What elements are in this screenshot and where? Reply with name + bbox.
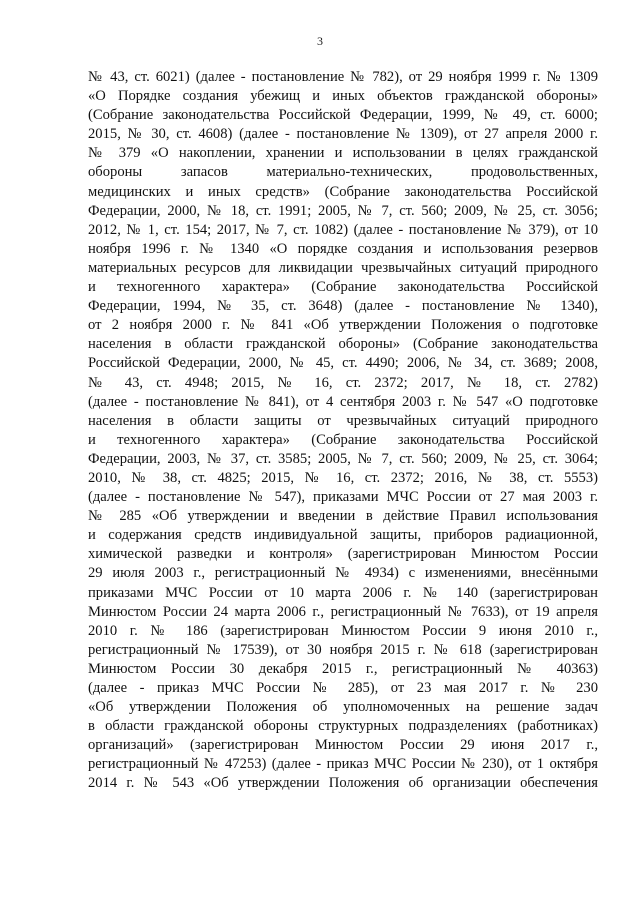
text-line: и содержания средств индивидуальной защиты, приборов радиационной,	[88, 527, 598, 544]
text-line: Минюстом России 30 декабря 2015 г., регистрационный № 40363)	[88, 660, 598, 677]
text-line: обороны запасов материально-технических, продовольственных,	[88, 164, 598, 181]
text-line: № 43, ст. 6021) (далее - постановление № 782), от 29 ноября 1999 г. № 1309	[88, 69, 598, 85]
text-line: 2015, № 30, ст. 4608) (далее - постановление № 1309), от 27 апреля 2000 г.	[88, 126, 598, 143]
text-line: и техногенного характера» (Собрание законодательства Российской	[88, 431, 598, 448]
text-line: населения в области защиты от чрезвычайных ситуаций природного	[88, 412, 598, 429]
page-number: 3	[317, 34, 323, 48]
text-line: от 2 ноября 2000 г. № 841 «Об утверждении Положения о подготовке	[88, 317, 598, 334]
body-text	[88, 68, 598, 794]
text-line: № 43, ст. 4948; 2015, № 16, ст. 2372; 2017, № 18, ст. 2782)	[88, 374, 598, 391]
text-line: Федерации, 1994, № 35, ст. 3648) (далее - постановление № 1340),	[88, 298, 598, 315]
text-line: Минюстом России 24 марта 2006 г., регистрационный № 7633), от 19 апреля	[88, 603, 598, 620]
text-line: 2014 г. № 543 «Об утверждении Положения об организации обеспечения	[88, 775, 598, 792]
text-line: Федерации, 2003, № 37, ст. 3585; 2005, № 7, ст. 560; 2009, № 25, ст. 3064;	[88, 450, 598, 467]
text-line: материальных ресурсов для ликвидации чрезвычайных ситуаций природного	[88, 259, 598, 276]
text-line: 2012, № 1, ст. 154; 2017, № 7, ст. 1082) (далее - постановление № 379), от 10	[88, 221, 598, 238]
text-line: «О Порядке создания убежищ и иных объектов гражданской обороны»	[88, 88, 598, 105]
text-line: и техногенного характера» (Собрание законодательства Российской	[88, 279, 598, 296]
text-line: в области гражданской обороны структурных подразделениях (работниках)	[88, 718, 598, 735]
text-line: Федерации, 2000, № 18, ст. 1991; 2005, № 7, ст. 560; 2009, № 25, ст. 3056;	[88, 202, 598, 219]
text-line: медицинских и иных средств» (Собрание законодательства Российской	[88, 183, 598, 200]
text-line: (далее - приказ МЧС России № 285), от 23 мая 2017 г. № 230	[88, 680, 598, 696]
text-line: населения в области гражданской обороны» (Собрание законодательства	[88, 336, 598, 353]
text-line: регистрационный № 17539), от 30 ноября 2015 г. № 618 (зарегистрирован	[88, 641, 598, 658]
text-line: химической разведки и контроля» (зарегистрирован Минюстом России	[88, 546, 598, 563]
text-line: 2010, № 38, ст. 4825; 2015, № 16, ст. 2372; 2016, № 38, ст. 5553)	[88, 469, 598, 486]
text-line: 29 июля 2003 г., регистрационный № 4934) с изменениями, внесёнными	[88, 565, 598, 582]
text-line: № 285 «Об утверждении и введении в действие Правил использования	[88, 508, 598, 525]
text-line: (далее - постановление № 547), приказами МЧС России от 27 мая 2003 г.	[88, 489, 598, 506]
text-line: приказами МЧС России от 10 марта 2006 г. № 140 (зарегистрирован	[88, 584, 598, 601]
text-line: «Об утверждении Положения об уполномоченных на решение задач	[88, 699, 598, 716]
text-line: регистрационный № 47253) (далее - приказ МЧС России № 230), от 1 октября	[88, 756, 598, 773]
text-line: № 379 «О накоплении, хранении и использовании в целях гражданской	[88, 145, 598, 162]
text-line: организаций» (зарегистрирован Минюстом России 29 июня 2017 г.,	[88, 737, 598, 754]
text-line: (Собрание законодательства Российской Федерации, 1999, № 49, ст. 6000;	[88, 107, 598, 124]
text-line: ноября 1996 г. № 1340 «О порядке создания и использования резервов	[88, 240, 598, 257]
text-line: 2010 г. № 186 (зарегистрирован Минюстом России 9 июня 2010 г.,	[88, 622, 598, 639]
text-line: (далее - постановление № 841), от 4 сентября 2003 г. № 547 «О подготовке	[88, 393, 598, 410]
text-line: Российской Федерации, 2000, № 45, ст. 4490; 2006, № 34, ст. 3689; 2008,	[88, 355, 598, 372]
